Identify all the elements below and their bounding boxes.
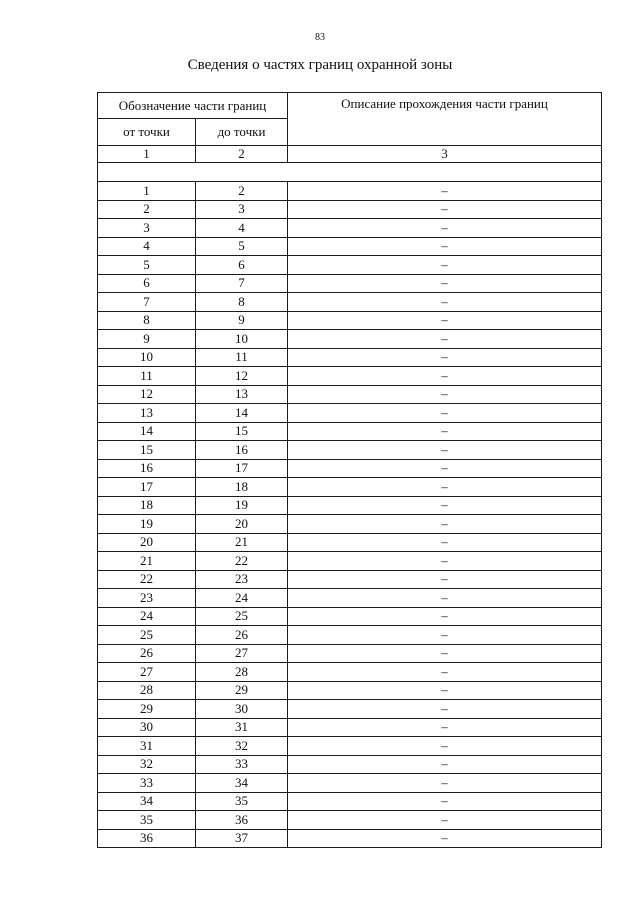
table-row (98, 829, 602, 848)
to-point-cell: 24 (196, 589, 288, 608)
from-point-cell: 9 (98, 330, 196, 349)
from-point-cell: 24 (98, 607, 196, 626)
from-point-cell: 25 (98, 626, 196, 645)
header-description: Описание прохождения части границ (288, 93, 602, 146)
from-point-cell: 2 (98, 200, 196, 219)
table-row (98, 644, 602, 663)
to-point-cell: 7 (196, 274, 288, 293)
header-boundary-designation: Обозначение части границ (98, 93, 288, 119)
from-point-cell: 17 (98, 478, 196, 497)
to-point-cell: 9 (196, 311, 288, 330)
description-cell: – (288, 589, 602, 608)
table-row (98, 681, 602, 700)
table-header-row (98, 93, 602, 119)
from-point-cell: 30 (98, 718, 196, 737)
header-from-point: от точки (98, 119, 196, 146)
table-row (98, 311, 602, 330)
table-row (98, 367, 602, 386)
table-row (98, 385, 602, 404)
page-number: 83 (315, 32, 325, 43)
description-cell: – (288, 515, 602, 534)
table-row (98, 293, 602, 312)
description-cell: – (288, 219, 602, 238)
to-point-cell: 35 (196, 792, 288, 811)
table-row (98, 237, 602, 256)
to-point-cell: 19 (196, 496, 288, 515)
to-point-cell: 32 (196, 737, 288, 756)
description-cell: – (288, 274, 602, 293)
from-point-cell: 21 (98, 552, 196, 571)
table-row (98, 626, 602, 645)
to-point-cell: 14 (196, 404, 288, 423)
table-row (98, 256, 602, 275)
table-row (98, 792, 602, 811)
table-row (98, 422, 602, 441)
to-point-cell: 26 (196, 626, 288, 645)
table-row (98, 496, 602, 515)
from-point-cell: 12 (98, 385, 196, 404)
description-cell: – (288, 478, 602, 497)
to-point-cell: 29 (196, 681, 288, 700)
to-point-cell: 20 (196, 515, 288, 534)
table-row (98, 330, 602, 349)
table-row (98, 755, 602, 774)
from-point-cell: 35 (98, 811, 196, 830)
from-point-cell: 31 (98, 737, 196, 756)
to-point-cell: 16 (196, 441, 288, 460)
description-cell: – (288, 570, 602, 589)
description-cell: – (288, 293, 602, 312)
table-row (98, 219, 602, 238)
to-point-cell: 4 (196, 219, 288, 238)
from-point-cell: 6 (98, 274, 196, 293)
to-point-cell: 10 (196, 330, 288, 349)
from-point-cell: 1 (98, 182, 196, 201)
page-title: Сведения о частях границ охранной зоны (187, 57, 453, 73)
to-point-cell: 2 (196, 182, 288, 201)
description-cell: – (288, 626, 602, 645)
description-cell: – (288, 459, 602, 478)
description-cell: – (288, 755, 602, 774)
to-point-cell: 11 (196, 348, 288, 367)
table-row (98, 737, 602, 756)
description-cell: – (288, 367, 602, 386)
description-cell: – (288, 237, 602, 256)
table-row (98, 200, 602, 219)
table-row (98, 570, 602, 589)
to-point-cell: 22 (196, 552, 288, 571)
to-point-cell: 6 (196, 256, 288, 275)
column-number-2: 2 (196, 146, 288, 163)
description-cell: – (288, 441, 602, 460)
to-point-cell: 17 (196, 459, 288, 478)
table-row (98, 459, 602, 478)
to-point-cell: 33 (196, 755, 288, 774)
to-point-cell: 23 (196, 570, 288, 589)
to-point-cell: 21 (196, 533, 288, 552)
to-point-cell: 3 (196, 200, 288, 219)
table-row (98, 274, 602, 293)
table-row (98, 607, 602, 626)
description-cell: – (288, 700, 602, 719)
description-cell: – (288, 792, 602, 811)
from-point-cell: 34 (98, 792, 196, 811)
description-cell: – (288, 681, 602, 700)
from-point-cell: 8 (98, 311, 196, 330)
description-cell: – (288, 811, 602, 830)
description-cell: – (288, 311, 602, 330)
description-cell: – (288, 533, 602, 552)
from-point-cell: 11 (98, 367, 196, 386)
to-point-cell: 18 (196, 478, 288, 497)
from-point-cell: 29 (98, 700, 196, 719)
description-cell: – (288, 330, 602, 349)
from-point-cell: 20 (98, 533, 196, 552)
column-number-3: 3 (288, 146, 602, 163)
column-number-row (98, 146, 602, 163)
table-row (98, 533, 602, 552)
table-row (98, 404, 602, 423)
empty-section-row (98, 163, 602, 182)
table-row (98, 700, 602, 719)
from-point-cell: 4 (98, 237, 196, 256)
table-row (98, 774, 602, 793)
description-cell: – (288, 256, 602, 275)
to-point-cell: 25 (196, 607, 288, 626)
table-row (98, 552, 602, 571)
to-point-cell: 15 (196, 422, 288, 441)
description-cell: – (288, 774, 602, 793)
from-point-cell: 16 (98, 459, 196, 478)
description-cell: – (288, 737, 602, 756)
description-cell: – (288, 200, 602, 219)
to-point-cell: 28 (196, 663, 288, 682)
description-cell: – (288, 496, 602, 515)
from-point-cell: 23 (98, 589, 196, 608)
to-point-cell: 8 (196, 293, 288, 312)
description-cell: – (288, 663, 602, 682)
to-point-cell: 37 (196, 829, 288, 848)
to-point-cell: 36 (196, 811, 288, 830)
table-row (98, 515, 602, 534)
to-point-cell: 27 (196, 644, 288, 663)
table-row (98, 441, 602, 460)
table-row (98, 718, 602, 737)
from-point-cell: 22 (98, 570, 196, 589)
description-cell: – (288, 182, 602, 201)
from-point-cell: 26 (98, 644, 196, 663)
description-cell: – (288, 385, 602, 404)
description-cell: – (288, 552, 602, 571)
to-point-cell: 5 (196, 237, 288, 256)
to-point-cell: 34 (196, 774, 288, 793)
from-point-cell: 33 (98, 774, 196, 793)
description-cell: – (288, 718, 602, 737)
table-row (98, 663, 602, 682)
from-point-cell: 10 (98, 348, 196, 367)
description-cell: – (288, 829, 602, 848)
from-point-cell: 5 (98, 256, 196, 275)
from-point-cell: 36 (98, 829, 196, 848)
from-point-cell: 18 (98, 496, 196, 515)
table-row (98, 811, 602, 830)
to-point-cell: 12 (196, 367, 288, 386)
to-point-cell: 30 (196, 700, 288, 719)
description-cell: – (288, 644, 602, 663)
table-row (98, 348, 602, 367)
table-row (98, 182, 602, 201)
empty-section-cell (98, 163, 602, 182)
from-point-cell: 27 (98, 663, 196, 682)
description-cell: – (288, 422, 602, 441)
from-point-cell: 7 (98, 293, 196, 312)
description-cell: – (288, 348, 602, 367)
from-point-cell: 28 (98, 681, 196, 700)
to-point-cell: 13 (196, 385, 288, 404)
to-point-cell: 31 (196, 718, 288, 737)
from-point-cell: 19 (98, 515, 196, 534)
boundary-table (97, 92, 602, 848)
description-cell: – (288, 404, 602, 423)
column-number-1: 1 (98, 146, 196, 163)
from-point-cell: 13 (98, 404, 196, 423)
description-cell: – (288, 607, 602, 626)
from-point-cell: 14 (98, 422, 196, 441)
from-point-cell: 15 (98, 441, 196, 460)
from-point-cell: 32 (98, 755, 196, 774)
from-point-cell: 3 (98, 219, 196, 238)
header-to-point: до точки (196, 119, 288, 146)
table-row (98, 589, 602, 608)
table-row (98, 478, 602, 497)
